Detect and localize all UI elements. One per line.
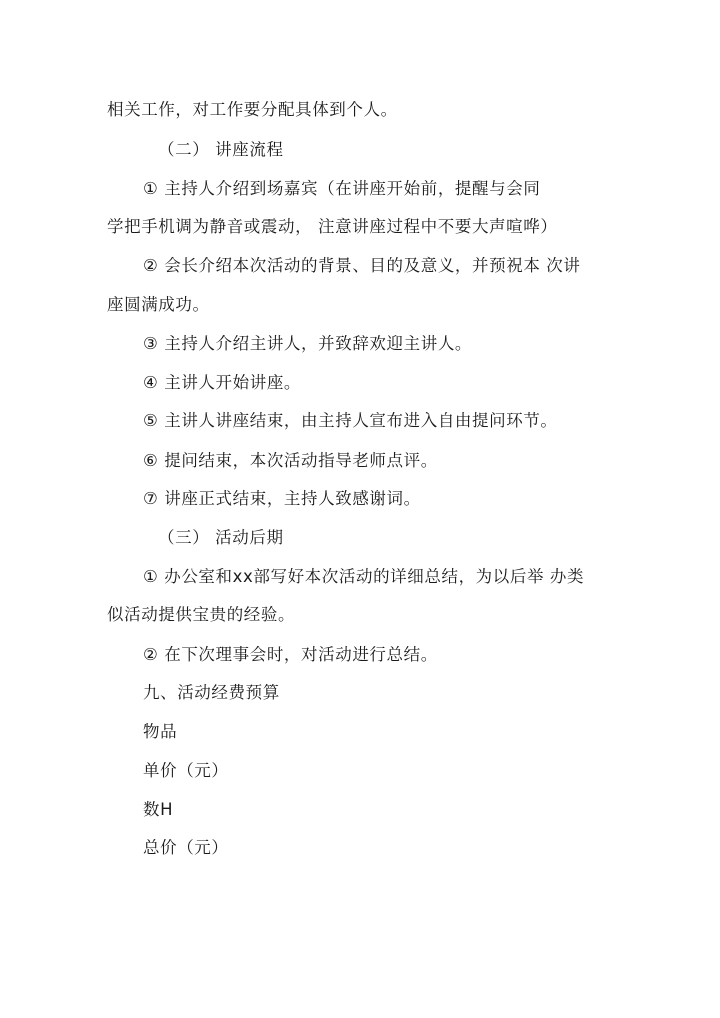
section-heading: 九、活动经费预算 bbox=[143, 683, 280, 702]
list-item: ⑥ 提问结束，本次活动指导老师点评。 bbox=[143, 451, 438, 470]
paragraph-line: 似活动提供宝贵的经验。 bbox=[107, 605, 296, 624]
budget-item: 物品 bbox=[143, 722, 178, 741]
list-item: ① 主持人介绍到场嘉宾（在讲座开始前，提醒与会同 bbox=[143, 179, 541, 198]
section-heading: （二） 讲座流程 bbox=[158, 140, 284, 159]
budget-item: 总价（元） bbox=[143, 838, 229, 857]
paragraph-line: 相关工作，对工作要分配具体到个人。 bbox=[107, 100, 398, 119]
list-item: ④ 主讲人开始讲座。 bbox=[143, 373, 302, 392]
list-item: ② 会长介绍本次活动的背景、目的及意义，并预祝本 次讲 bbox=[143, 256, 581, 275]
list-item: ③ 主持人介绍主讲人，并致辞欢迎主讲人。 bbox=[143, 334, 473, 353]
paragraph-line: 学把手机调为静音或震动， 注意讲座过程中不要大声喧哗） bbox=[107, 217, 558, 236]
budget-item: 单价（元） bbox=[143, 761, 229, 780]
list-item: ① 办公室和xx部写好本次活动的详细总结，为以后举 办类 bbox=[143, 567, 585, 586]
list-item: ② 在下次理事会时，对活动进行总结。 bbox=[143, 645, 438, 664]
section-heading: （三） 活动后期 bbox=[158, 528, 284, 547]
list-item: ⑦ 讲座正式结束，主持人致感谢词。 bbox=[143, 489, 421, 508]
budget-item: 数H bbox=[143, 800, 174, 819]
list-item: ⑤ 主讲人讲座结束，由主持人宣布进入自由提问环节。 bbox=[143, 411, 558, 430]
paragraph-line: 座圆满成功。 bbox=[107, 295, 210, 314]
